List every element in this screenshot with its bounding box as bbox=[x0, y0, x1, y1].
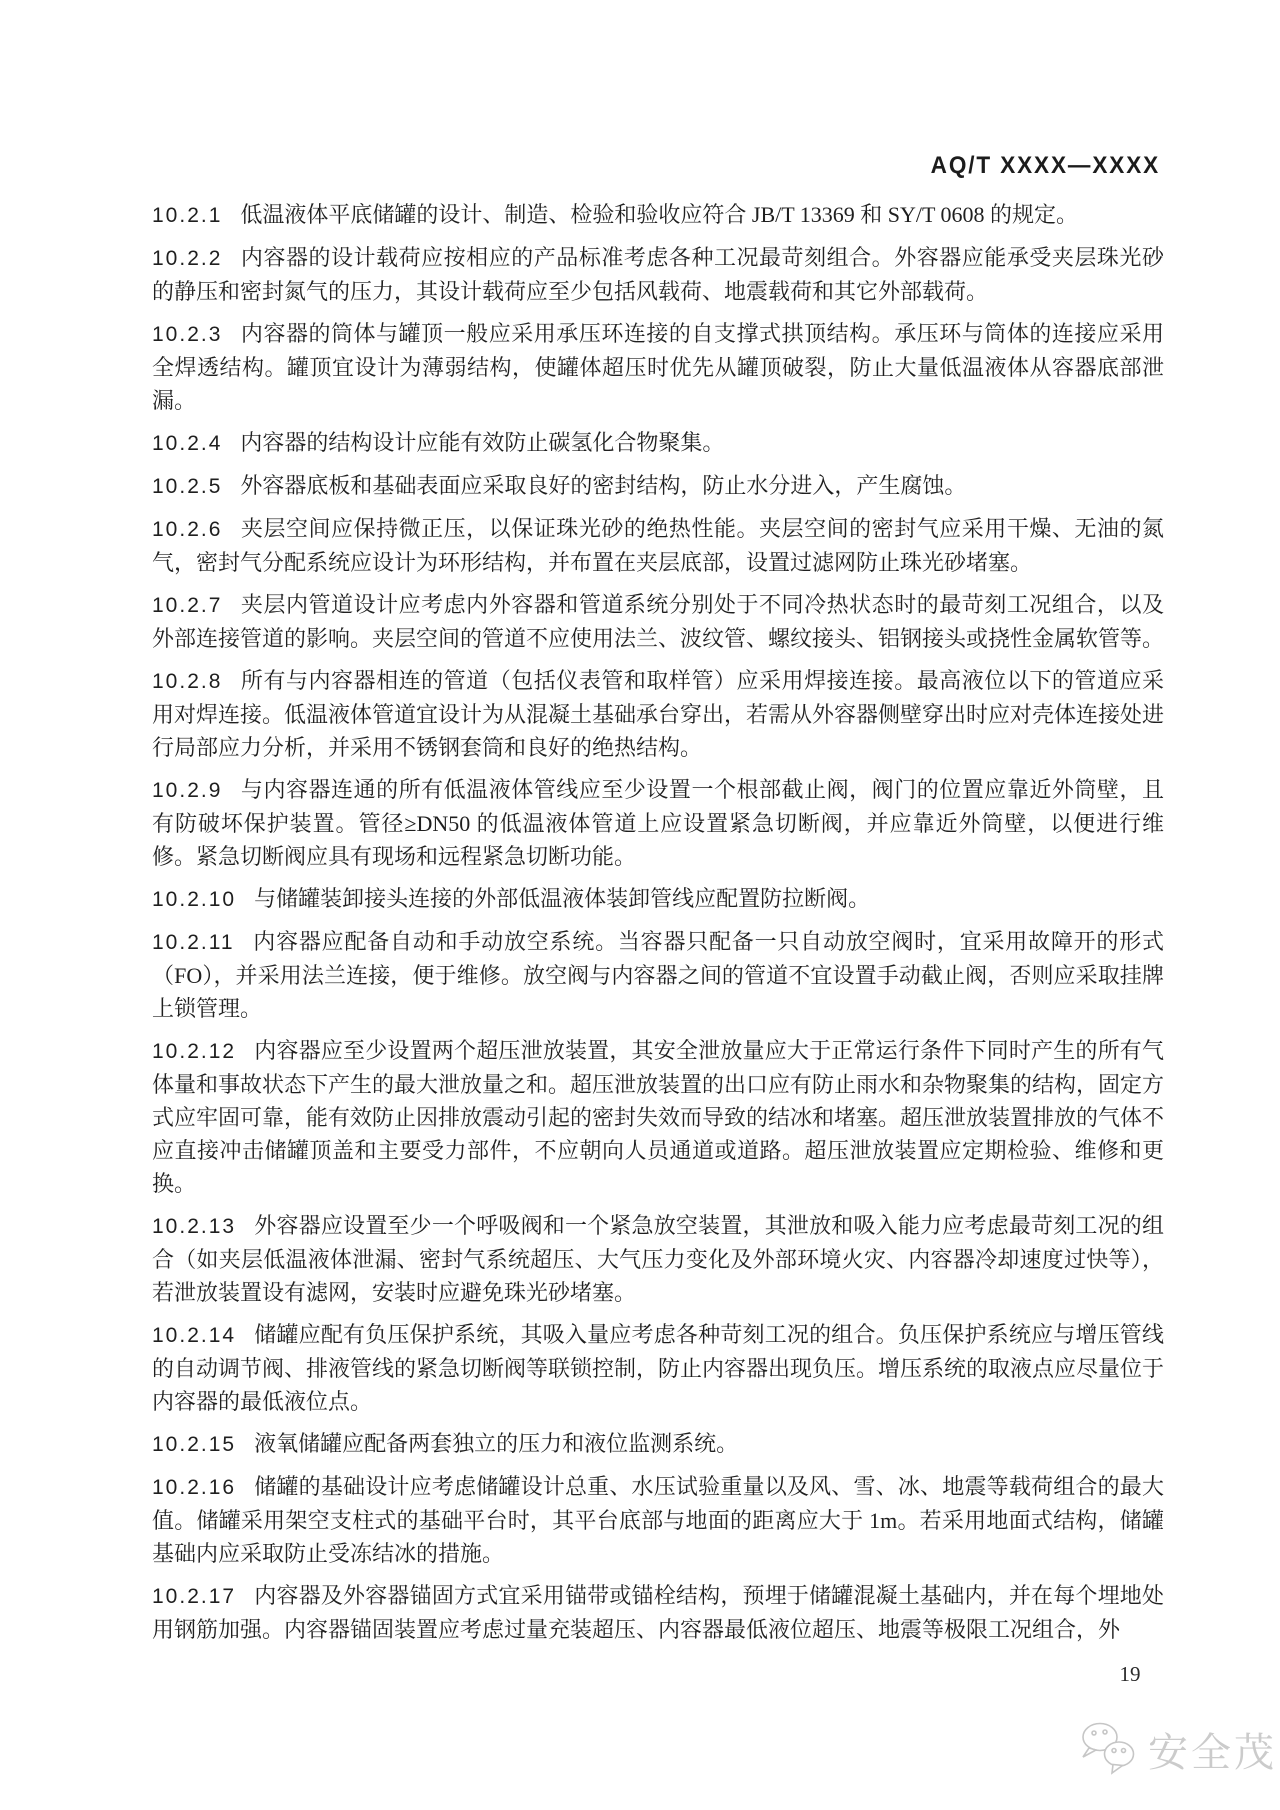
clause-text: 内容器的结构设计应能有效防止碳氢化合物聚集。 bbox=[240, 430, 725, 455]
clause-number: 10.2.15 bbox=[152, 1433, 237, 1456]
clause-text: 外容器底板和基础表面应采取良好的密封结构，防止水分进入，产生腐蚀。 bbox=[240, 473, 967, 498]
clause-paragraph bbox=[152, 1209, 1164, 1309]
watermark-label: 安全茂 bbox=[1148, 1729, 1277, 1775]
clause-number: 10.2.11 bbox=[152, 931, 235, 954]
clause-paragraph bbox=[152, 1427, 1164, 1461]
watermark bbox=[1078, 1720, 1277, 1778]
clause-paragraph bbox=[152, 198, 1164, 232]
clause-number: 10.2.8 bbox=[152, 670, 223, 693]
clause-number: 10.2.3 bbox=[152, 323, 223, 346]
clause-paragraph bbox=[152, 588, 1164, 655]
clause-paragraph bbox=[152, 925, 1164, 1025]
clause-number: 10.2.17 bbox=[152, 1585, 237, 1608]
clause-number: 10.2.5 bbox=[152, 475, 223, 498]
clause-number: 10.2.6 bbox=[152, 518, 223, 541]
clause-text: 内容器及外容器锚固方式宜采用锚带或锚栓结构，预埋于储罐混凝土基础内，并在每个埋地处用钢筋加强。内容器锚固装置应考虑过量充装超压、内容器最低液位超压、地震等极限工况组合，外 bbox=[152, 1583, 1164, 1642]
clause-text: 外容器应设置至少一个呼吸阀和一个紧急放空装置，其泄放和吸入能力应考虑最苛刻工况的组合（如夹层低温液体泄漏、密封气系统超压、大气压力变化及外部环境火灾、内容器冷却速度过快等），若泄放装置设有滤网，安装时应避免珠光砂堵塞。 bbox=[152, 1213, 1164, 1305]
clause-text: 储罐的基础设计应考虑储罐设计总重、水压试验重量以及风、雪、冰、地震等载荷组合的最大值。储罐采用架空支柱式的基础平台时，其平台底部与地面的距离应大于 1m。若采用地面式结构，储罐基础内应采取防止受冻结冰的措施。 bbox=[152, 1474, 1164, 1566]
clause-list bbox=[152, 198, 1164, 1655]
clause-number: 10.2.2 bbox=[152, 247, 223, 270]
clause-number: 10.2.1 bbox=[152, 204, 223, 227]
clause-text: 内容器的设计载荷应按相应的产品标准考虑各种工况最苛刻组合。外容器应能承受夹层珠光砂的静压和密封氮气的压力，其设计载荷应至少包括风载荷、地震载荷和其它外部载荷。 bbox=[152, 245, 1164, 304]
page-number: 19 bbox=[1119, 1662, 1141, 1686]
clause-paragraph bbox=[152, 426, 1164, 460]
wechat-chat-bubbles-icon bbox=[1078, 1720, 1140, 1778]
clause-number: 10.2.7 bbox=[152, 594, 223, 617]
clause-text: 内容器应配备自动和手动放空系统。当容器只配备一只自动放空阀时，宜采用故障开的形式（FO），并采用法兰连接，便于维修。放空阀与内容器之间的管道不宜设置手动截止阀，否则应采取挂牌上锁管理。 bbox=[152, 929, 1164, 1021]
clause-number: 10.2.12 bbox=[152, 1040, 237, 1063]
clause-paragraph bbox=[152, 1579, 1164, 1646]
clause-paragraph bbox=[152, 773, 1164, 873]
clause-paragraph bbox=[152, 512, 1164, 579]
clause-paragraph bbox=[152, 1318, 1164, 1418]
clause-text: 储罐应配有负压保护系统，其吸入量应考虑各种苛刻工况的组合。负压保护系统应与增压管线的自动调节阀、排液管线的紧急切断阀等联锁控制，防止内容器出现负压。增压系统的取液点应尽量位于内容器的最低液位点。 bbox=[152, 1322, 1165, 1414]
clause-paragraph bbox=[152, 241, 1164, 308]
clause-paragraph bbox=[152, 1470, 1164, 1570]
clause-text: 内容器应至少设置两个超压泄放装置，其安全泄放量应大于正常运行条件下同时产生的所有气体量和事故状态下产生的最大泄放量之和。超压泄放装置的出口应有防止雨水和杂物聚集的结构，固定方式应牢固可靠，能有效防止因排放震动引起的密封失效而导致的结冰和堵塞。超压泄放装置排放的气体不应直接冲击储罐顶盖和主要受力部件，不应朝向人员通道或道路。超压泄放装置应定期检验、维修和更换。 bbox=[152, 1038, 1165, 1196]
clause-text: 与储罐装卸接头连接的外部低温液体装卸管线应配置防拉断阀。 bbox=[254, 886, 871, 911]
clause-text: 与内容器连通的所有低温液体管线应至少设置一个根部截止阀，阀门的位置应靠近外筒壁，且有防破坏保护装置。管径≥DN50 的低温液体管道上应设置紧急切断阀，并应靠近外筒壁，以便进行维修。紧急切断阀应具有现场和远程紧急切断功能。 bbox=[152, 777, 1164, 869]
clause-text: 液氧储罐应配备两套独立的压力和液位监测系统。 bbox=[254, 1431, 739, 1456]
clause-paragraph bbox=[152, 469, 1164, 503]
clause-number: 10.2.14 bbox=[152, 1324, 237, 1347]
clause-paragraph bbox=[152, 882, 1164, 916]
standard-code: AQ/T XXXX—XXXX bbox=[930, 152, 1160, 179]
clause-number: 10.2.16 bbox=[152, 1476, 237, 1499]
clause-number: 10.2.13 bbox=[152, 1215, 237, 1238]
clause-text: 内容器的筒体与罐顶一般应采用承压环连接的自支撑式拱顶结构。承压环与筒体的连接应采用全焊透结构。罐顶宜设计为薄弱结构，使罐体超压时优先从罐顶破裂，防止大量低温液体从容器底部泄漏。 bbox=[152, 321, 1164, 413]
clause-text: 低温液体平底储罐的设计、制造、检验和验收应符合 JB/T 13369 和 SY/T 0608 的规定。 bbox=[240, 202, 1079, 227]
clause-text: 夹层空间应保持微正压，以保证珠光砂的绝热性能。夹层空间的密封气应采用干燥、无油的氮气，密封气分配系统应设计为环形结构，并布置在夹层底部，设置过滤网防止珠光砂堵塞。 bbox=[152, 516, 1164, 575]
clause-number: 10.2.10 bbox=[152, 888, 237, 911]
clause-paragraph bbox=[152, 664, 1164, 764]
clause-text: 夹层内管道设计应考虑内外容器和管道系统分别处于不同冷热状态时的最苛刻工况组合，以及外部连接管道的影响。夹层空间的管道不应使用法兰、波纹管、螺纹接头、铝钢接头或挠性金属软管等。 bbox=[152, 592, 1165, 651]
clause-paragraph bbox=[152, 1034, 1164, 1200]
clause-number: 10.2.9 bbox=[152, 779, 223, 802]
clause-paragraph bbox=[152, 317, 1164, 417]
clause-text: 所有与内容器相连的管道（包括仪表管和取样管）应采用焊接连接。最高液位以下的管道应采用对焊连接。低温液体管道宜设计为从混凝土基础承台穿出，若需从外容器侧壁穿出时应对壳体连接处进行局部应力分析，并采用不锈钢套筒和良好的绝热结构。 bbox=[152, 668, 1165, 760]
clause-number: 10.2.4 bbox=[152, 432, 223, 455]
